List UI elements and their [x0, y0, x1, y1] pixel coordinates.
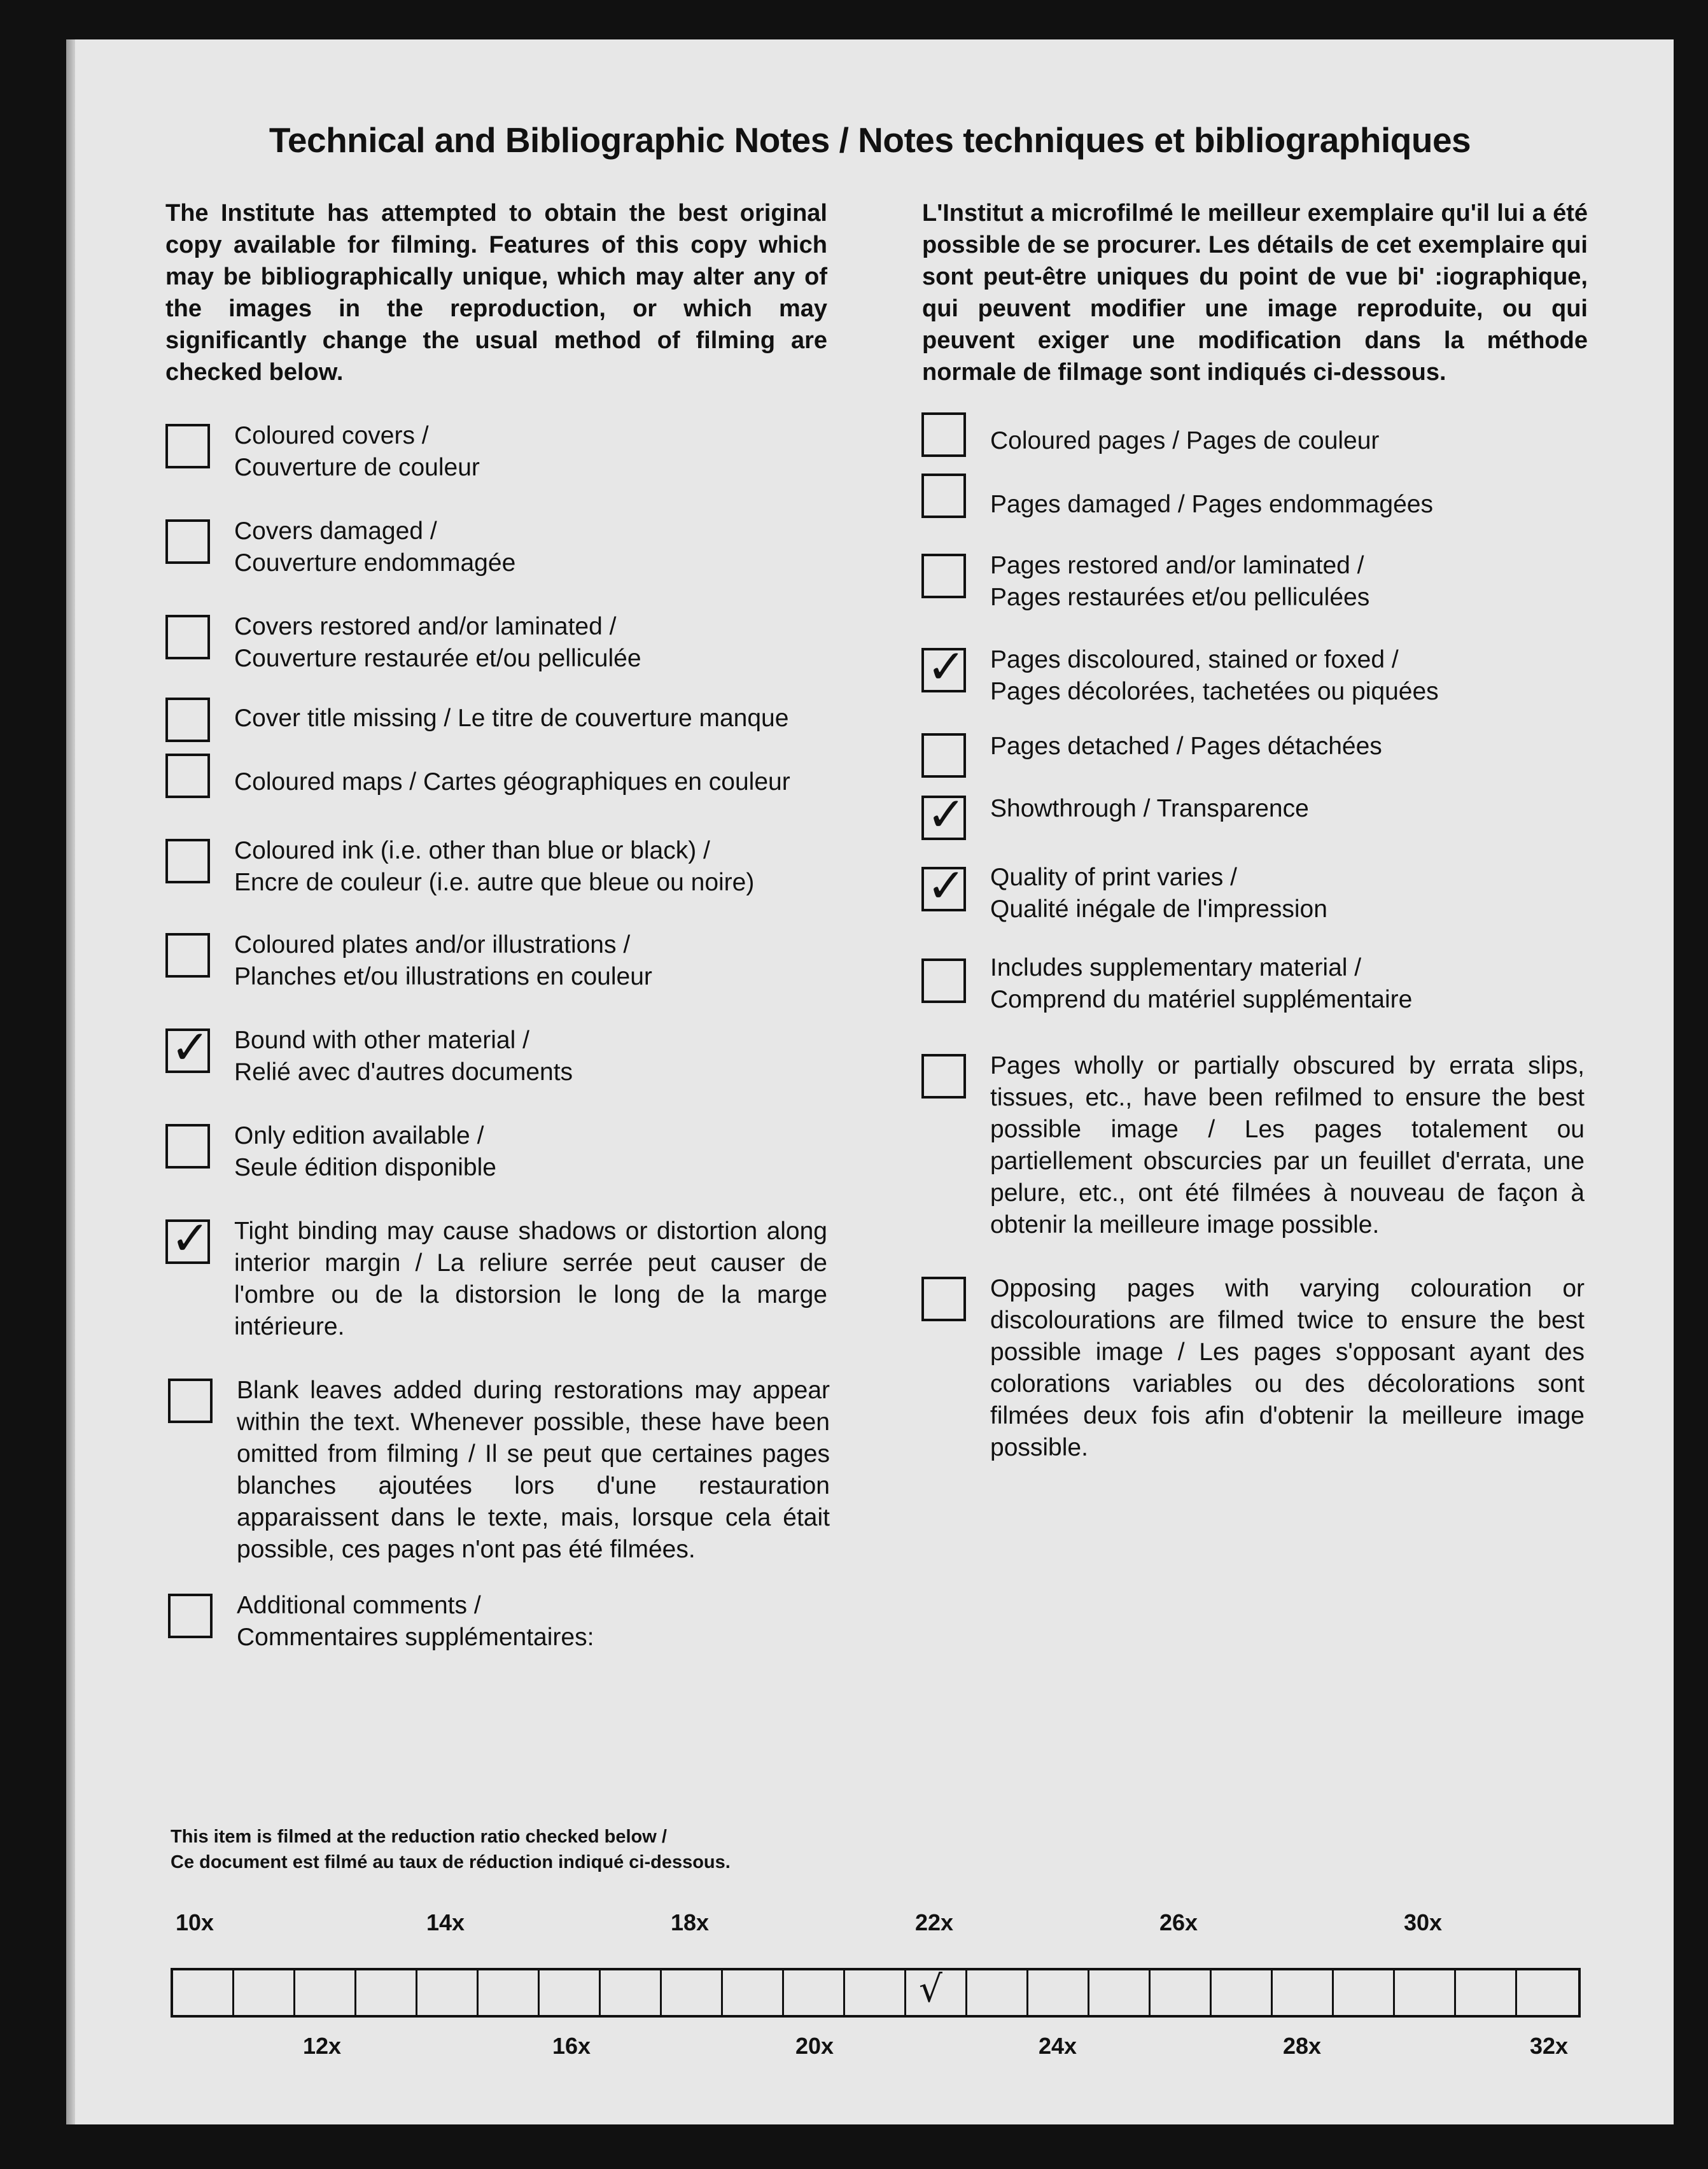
check-mark-icon: √: [919, 1967, 942, 2011]
checkbox[interactable]: [168, 1594, 213, 1638]
ratio-cell[interactable]: [1334, 1970, 1395, 2015]
item-label: Seule édition disponible: [234, 1154, 496, 1181]
item-label: Showthrough / Transparence: [990, 795, 1309, 822]
ratio-label-20x: 20x: [795, 2033, 834, 2059]
ratio-label-24x: 24x: [1039, 2033, 1077, 2059]
item-label: Tight binding may cause shadows or distortion along interior margin / La reliure serrée peut causer de l'ombre ou de la distorsion le long de la marge intérieure.: [234, 1218, 827, 1340]
item-label: Blank leaves added during restorations may appear within the text. Whenever possible, these have been omitted from filming / Il se peut que certaines pages blanches ajoutées lors d'une restauration apparaissent dans le texte, mais, lorsque cela était possible, ces pages n'ont pas été filmées.: [237, 1377, 830, 1563]
checkbox[interactable]: [165, 1020, 211, 1075]
check-mark-icon: ✓: [927, 640, 967, 694]
item-label: Commentaires supplémentaires:: [237, 1624, 594, 1651]
check-mark-icon: ✓: [171, 1211, 211, 1266]
item-label: Coloured pages / Pages de couleur: [990, 427, 1380, 454]
reduction-ratio-strip: [171, 1968, 1581, 2018]
ratio-cell[interactable]: [356, 1970, 417, 2015]
ratio-label-10x: 10x: [176, 1909, 214, 1935]
ratio-label-22x: 22x: [915, 1909, 954, 1935]
checkbox[interactable]: [165, 933, 210, 978]
ratio-cell[interactable]: [540, 1970, 601, 2015]
ratio-cell[interactable]: [234, 1970, 295, 2015]
ratio-label-12x: 12x: [303, 2033, 342, 2059]
checkbox[interactable]: [921, 554, 966, 598]
item-label: Bound with other material /: [234, 1027, 529, 1054]
checkbox[interactable]: [165, 519, 210, 564]
item-label: Coloured ink (i.e. other than blue or black) /: [234, 837, 710, 864]
check-mark-icon: ✓: [927, 787, 967, 842]
checkbox[interactable]: [168, 1379, 213, 1423]
item-label: Pages damaged / Pages endommagées: [990, 491, 1433, 518]
checkbox[interactable]: [165, 1124, 210, 1169]
ratio-cell[interactable]: [479, 1970, 540, 2015]
item-label: Pages décolorées, tachetées ou piquées: [990, 678, 1439, 705]
item-label: Opposing pages with varying colouration or discolourations are filmed twice to ensure the best possible image / Les pages s'opposant ayant des colorations variables ou des décolorations sont filmées deux fois afin d'obtenir la meilleure image possible.: [990, 1275, 1585, 1461]
checkbox[interactable]: [921, 1277, 966, 1321]
intro-french: L'Institut a microfilmé le meilleur exemplaire qu'il lui a été possible de se procurer. Les détails de cet exemplaire qui sont peut-être uniques du point de vue bi' :iographique, qui peuvent modifier une image reproduite, ou qui peuvent exiger une modification dans la méthode normale de filmage sont indiqués ci-dessous.: [922, 200, 1588, 386]
ratio-cell[interactable]: [845, 1970, 906, 2015]
item-label: Encre de couleur (i.e. autre que bleue ou noire): [234, 869, 755, 896]
ratio-label-28x: 28x: [1283, 2033, 1322, 2059]
ratio-cell[interactable]: [784, 1970, 845, 2015]
ratio-cell[interactable]: [1151, 1970, 1212, 2015]
notes-page: [66, 39, 1674, 2124]
ratio-cell[interactable]: [1456, 1970, 1517, 2015]
item-label: Pages restored and/or laminated /: [990, 552, 1364, 579]
ratio-cell[interactable]: [662, 1970, 723, 2015]
check-mark-icon: ✓: [927, 859, 967, 913]
checkbox[interactable]: [921, 859, 967, 913]
ratio-cell[interactable]: [723, 1970, 784, 2015]
item-label: Covers damaged /: [234, 517, 437, 545]
ratio-cell[interactable]: [1089, 1970, 1151, 2015]
ratio-label-26x: 26x: [1159, 1909, 1198, 1935]
ratio-cell[interactable]: [906, 1967, 967, 2015]
ratio-label-18x: 18x: [671, 1909, 710, 1935]
ratio-cell[interactable]: [1028, 1970, 1089, 2015]
checkbox[interactable]: [165, 754, 210, 798]
item-label: Additional comments /: [237, 1592, 481, 1619]
item-label: Qualité inégale de l'impression: [990, 895, 1327, 923]
item-label: Coloured covers /: [234, 422, 429, 449]
checkbox[interactable]: [921, 412, 966, 457]
ratio-cell[interactable]: [1212, 1970, 1273, 2015]
item-label: Couverture de couleur: [234, 454, 480, 481]
checkbox[interactable]: [165, 615, 210, 659]
item-label: Relié avec d'autres documents: [234, 1058, 573, 1086]
item-label: Quality of print varies /: [990, 864, 1237, 891]
reduction-line-en: This item is filmed at the reduction ratio checked below /: [171, 1827, 667, 1847]
ratio-cell[interactable]: [1517, 1970, 1578, 2015]
ratio-cell[interactable]: [173, 1970, 234, 2015]
checkbox[interactable]: [165, 1211, 211, 1266]
item-label: Cover title missing / Le titre de couverture manque: [234, 705, 789, 732]
ratio-cell[interactable]: [417, 1970, 479, 2015]
item-label: Covers restored and/or laminated /: [234, 613, 617, 640]
item-label: Pages wholly or partially obscured by errata slips, tissues, etc., have been refilmed to ensure the best possible image / Les pages totalement ou partiellement obscurcies par un feuillet d'errata, une pelure, etc., ont été filmées à nouveau de façon à obtenir la meilleure image possible.: [990, 1052, 1585, 1239]
checkbox[interactable]: [165, 839, 210, 883]
item-label: Couverture restaurée et/ou pelliculée: [234, 645, 641, 672]
checkbox[interactable]: [165, 424, 210, 468]
ratio-label-16x: 16x: [552, 2033, 591, 2059]
intro-english: The Institute has attempted to obtain the best original copy available for filming. Features of this copy which may be bibliographically unique, which may alter any of the images in the reproduction, or which may significantly change the usual method of filming are checked below.: [165, 200, 827, 386]
item-label: Pages restaurées et/ou pelliculées: [990, 584, 1370, 611]
checkbox[interactable]: [921, 474, 966, 518]
ratio-cell[interactable]: [1395, 1970, 1456, 2015]
checkbox[interactable]: [921, 640, 967, 694]
checkbox[interactable]: [165, 698, 210, 742]
check-mark-icon: ✓: [171, 1020, 211, 1075]
ratio-cell[interactable]: [1273, 1970, 1334, 2015]
item-label: Comprend du matériel supplémentaire: [990, 986, 1413, 1013]
item-label: Planches et/ou illustrations en couleur: [234, 963, 652, 990]
item-label: Couverture endommagée: [234, 549, 516, 577]
reduction-note: [171, 1824, 731, 1875]
checkbox[interactable]: [921, 787, 967, 842]
ratio-label-30x: 30x: [1404, 1909, 1443, 1935]
ratio-cell[interactable]: [967, 1970, 1028, 2015]
item-label: Only edition available /: [234, 1122, 484, 1149]
item-label: Pages detached / Pages détachées: [990, 733, 1382, 760]
item-label: Coloured plates and/or illustrations /: [234, 931, 631, 958]
checkbox[interactable]: [921, 958, 966, 1003]
ratio-label-14x: 14x: [426, 1909, 465, 1935]
page-title: Technical and Bibliographic Notes / Notes techniques et bibliographiques: [269, 120, 1471, 160]
item-label: Coloured maps / Cartes géographiques en couleur: [234, 768, 790, 796]
ratio-label-32x: 32x: [1530, 2033, 1569, 2059]
checkbox[interactable]: [921, 733, 966, 778]
checkbox[interactable]: [921, 1054, 966, 1099]
ratio-cell[interactable]: [295, 1970, 356, 2015]
ratio-cell[interactable]: [601, 1970, 662, 2015]
reduction-line-fr: Ce document est filmé au taux de réduction indiqué ci-dessous.: [171, 1852, 731, 1872]
scan-edge: [66, 39, 75, 2124]
item-label: Includes supplementary material /: [990, 954, 1362, 981]
item-label: Pages discoloured, stained or foxed /: [990, 646, 1399, 673]
